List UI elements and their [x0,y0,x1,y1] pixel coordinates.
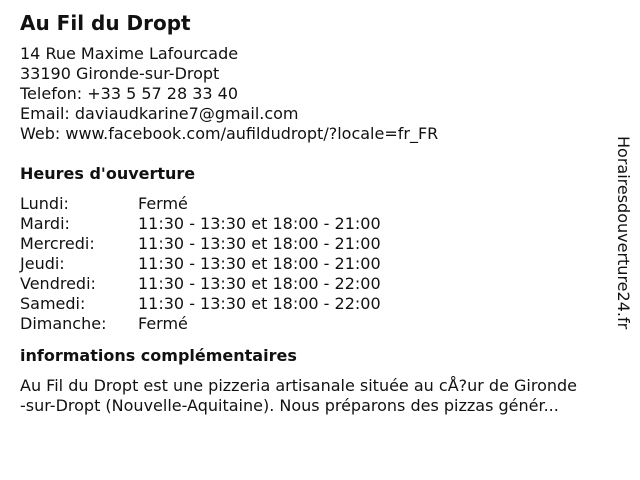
additional-info-title: informations complémentaires [20,346,297,365]
phone-number: Telefon: +33 5 57 28 33 40 [20,84,239,103]
hours-row [20,194,610,214]
hours-value: 11:30 - 13:30 et 18:00 - 22:00 [138,294,381,313]
hours-row [20,294,610,314]
hours-value: Fermé [138,314,188,333]
additional-info-text: Au Fil du Dropt est une pizzeria artisanale située au cÅ?ur de Gironde -sur-Dropt (Nouvelle-Aquitaine). Nous préparons des pizzas génér... [20,376,578,415]
hours-row [20,214,610,234]
website-address: Web: www.facebook.com/aufildudropt/?locale=fr_FR [20,124,439,143]
hours-day: Mercredi: [20,234,95,253]
hours-day: Vendredi: [20,274,96,293]
hours-row [20,254,610,274]
hours-value: 11:30 - 13:30 et 18:00 - 21:00 [138,234,381,253]
hours-day: Dimanche: [20,314,107,333]
hours-value: 11:30 - 13:30 et 18:00 - 22:00 [138,274,381,293]
hours-day: Jeudi: [20,254,65,273]
address-line-1: 14 Rue Maxime Lafourcade [20,44,239,63]
email-address: Email: daviaudkarine7@gmail.com [20,104,299,123]
hours-day: Mardi: [20,214,70,233]
hours-row [20,314,610,334]
site-brand-vertical: Horairesdouverture24.fr [614,136,633,330]
hours-row [20,234,610,254]
business-name: Au Fil du Dropt [20,11,191,35]
opening-hours-list [20,194,610,334]
business-card [20,10,610,416]
opening-hours-title: Heures d'ouverture [20,164,196,183]
hours-day: Lundi: [20,194,69,213]
hours-value: 11:30 - 13:30 et 18:00 - 21:00 [138,254,381,273]
hours-row [20,274,610,294]
address-line-2: 33190 Gironde-sur-Dropt [20,64,220,83]
hours-day: Samedi: [20,294,86,313]
hours-value: 11:30 - 13:30 et 18:00 - 21:00 [138,214,381,233]
hours-value: Fermé [138,194,188,213]
